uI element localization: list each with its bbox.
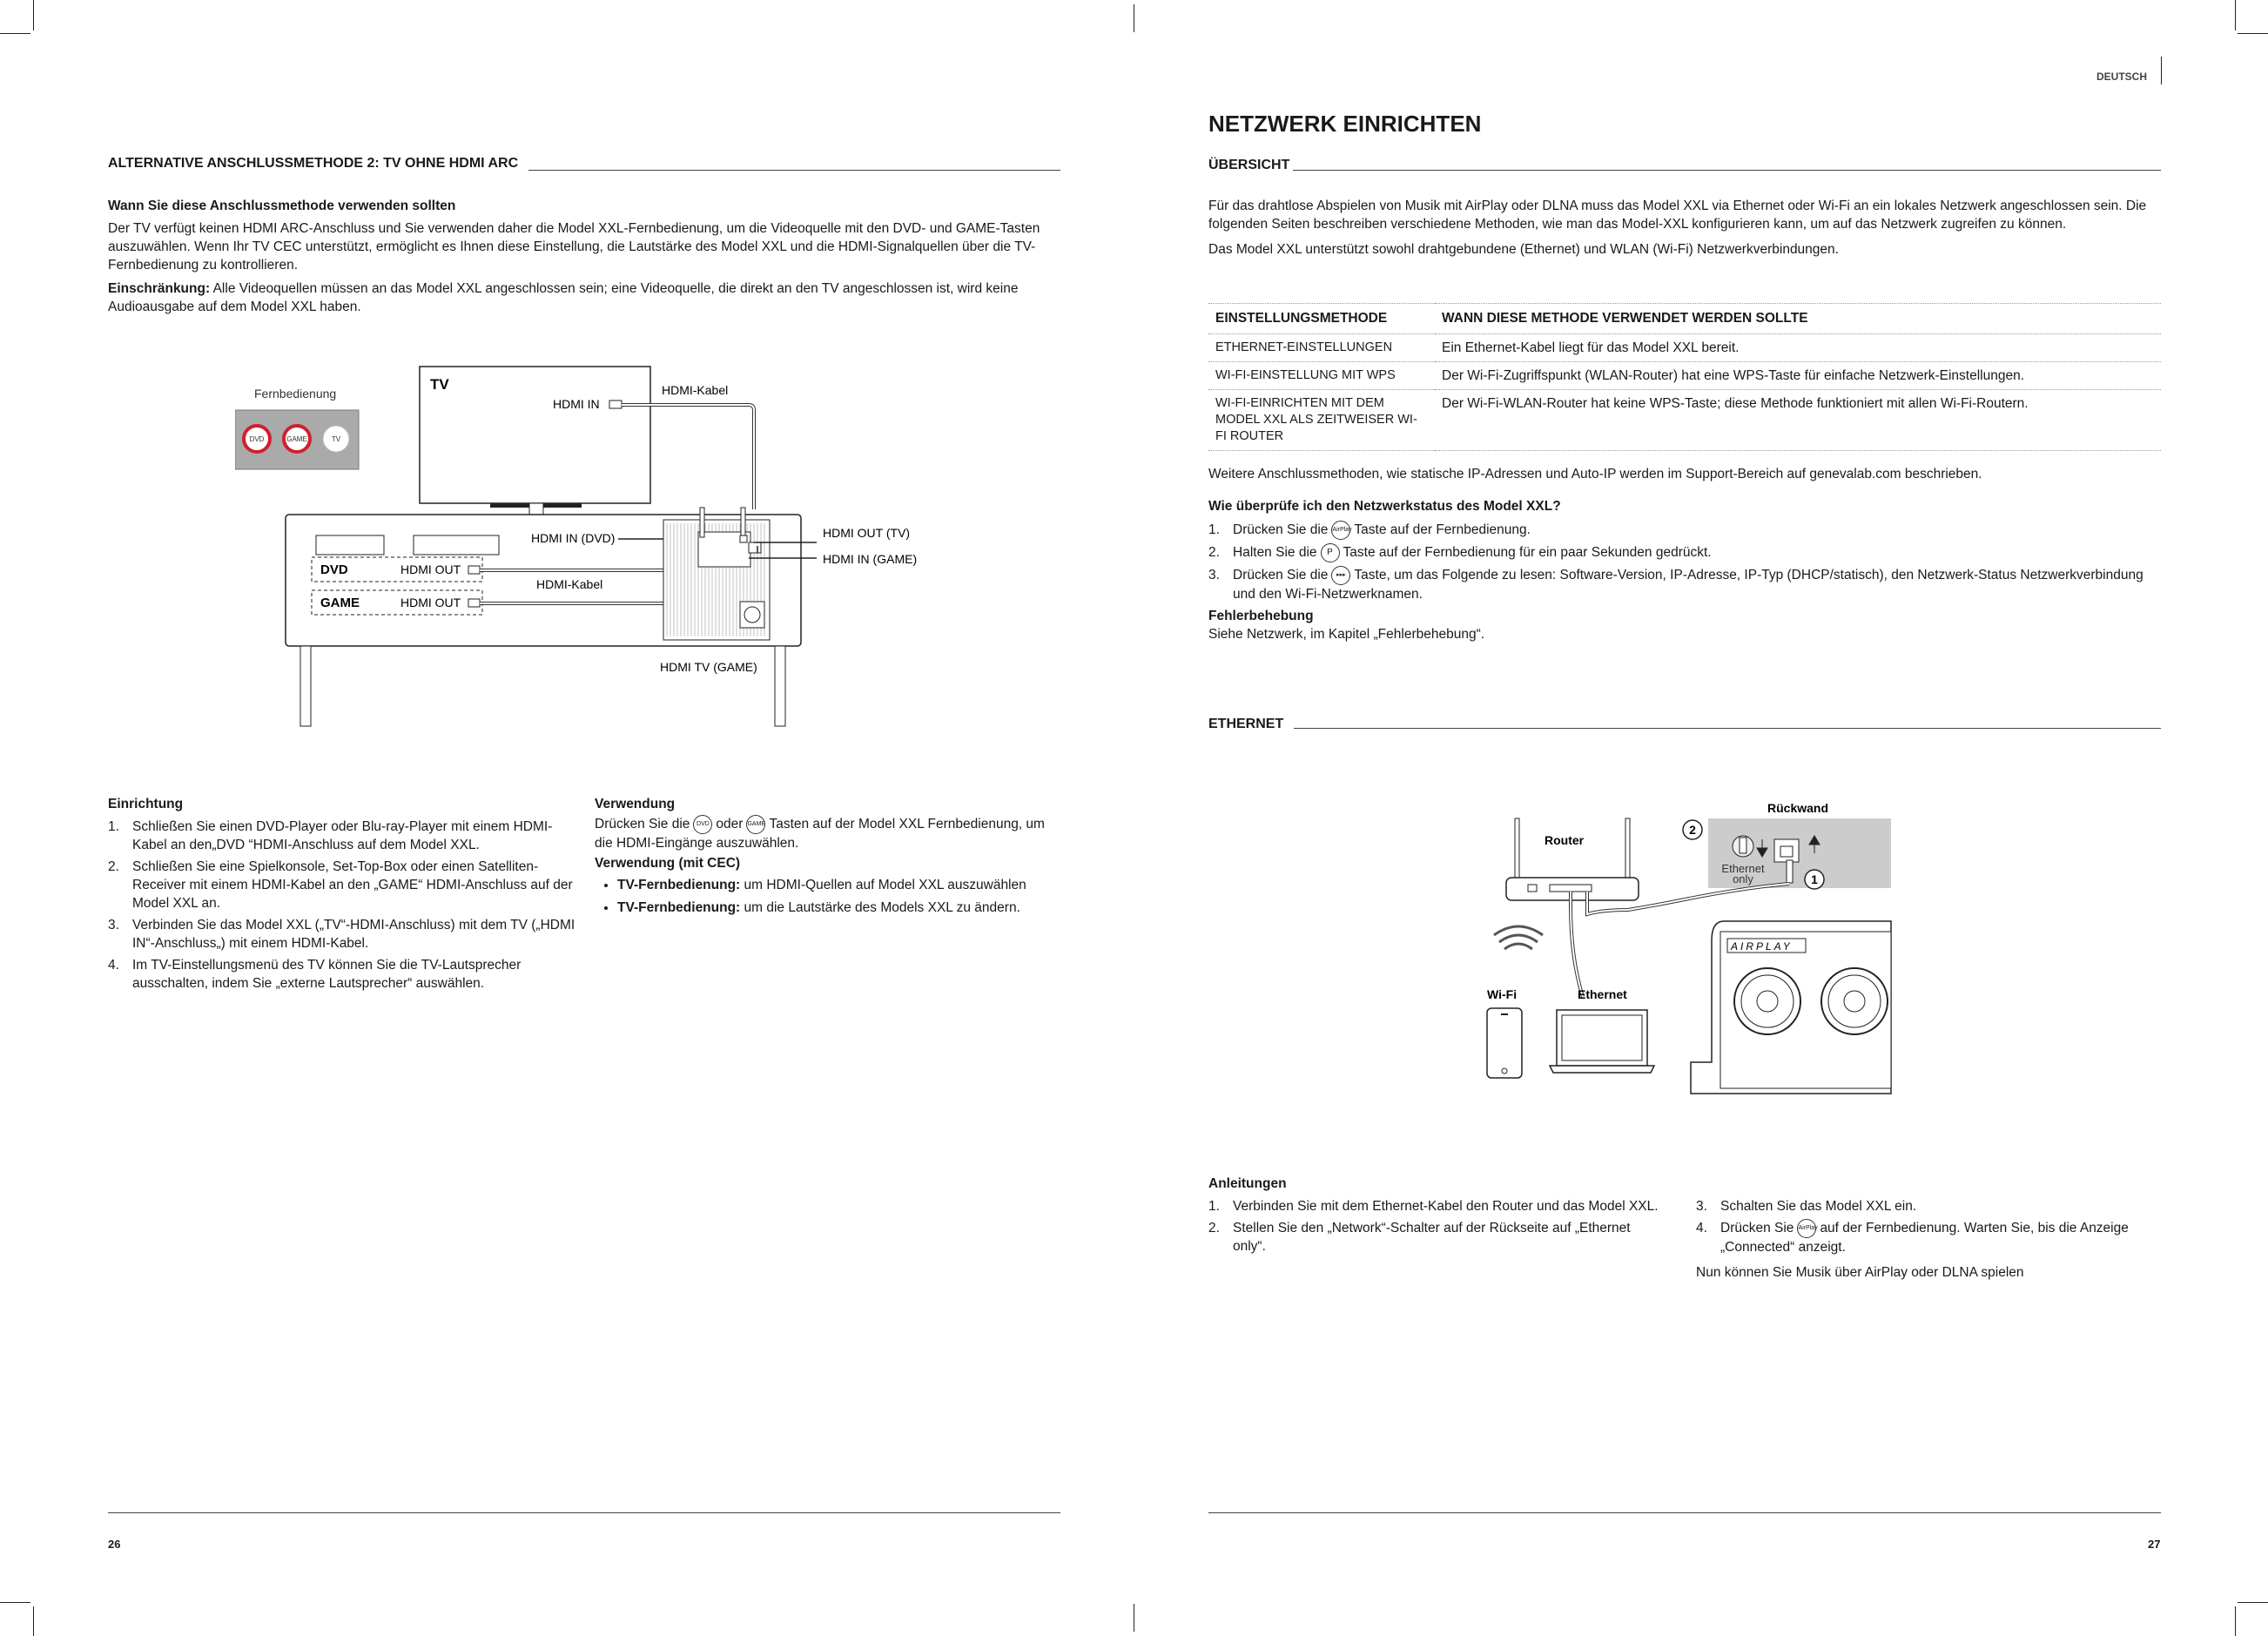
hdmi-cable-top-label: HDMI-Kabel xyxy=(662,383,729,397)
restriction-text: Alle Videoquellen müssen an das Model XXL angeschlossen sein; eine Videoquelle, die direkt an den TV angeschlossen ist, wird keine Audioausgabe auf dem Model XXL haben. xyxy=(108,281,1019,314)
closing-text: Nun können Sie Musik über AirPlay oder DLNA spielen xyxy=(1696,1265,2024,1280)
when-heading: Wann Sie diese Anschlussmethode verwenden sollten xyxy=(108,199,456,213)
hdmi-in-dvd-label: HDMI IN (DVD) xyxy=(531,531,616,545)
instructions-list xyxy=(1208,1197,1661,1256)
svg-text:Ethernet: Ethernet xyxy=(1721,862,1765,875)
ethernet-label: Ethernet xyxy=(1578,987,1627,1001)
crop-mark xyxy=(2235,1606,2236,1636)
game-device-label: GAME xyxy=(320,596,360,610)
antenna-icon xyxy=(700,508,704,537)
ethernet-title: ETHERNET xyxy=(1208,717,1294,732)
usage-heading: Verwendung xyxy=(595,797,676,811)
table-row: ETHERNET-EINSTELLUNGEN Ein Ethernet-Kabel liegt für das Model XXL bereit. xyxy=(1208,334,2161,362)
svg-text:2: 2 xyxy=(1689,823,1696,837)
hdmi-port-icon xyxy=(468,599,480,607)
status-block xyxy=(1208,465,2161,643)
table-row: WI-FI-EINSTELLUNG MIT WPS Der Wi-Fi-Zugriffspunkt (WLAN-Router) hat eine WPS-Taste für einfache Netzwerk-Einstellungen. xyxy=(1208,362,2161,390)
wifi-icon xyxy=(1494,926,1543,949)
display-text: AIRPLAY xyxy=(1731,940,1793,953)
language-marker xyxy=(2161,57,2162,84)
ethernet-diagram xyxy=(1480,792,1898,1097)
section-title: ALTERNATIVE ANSCHLUSSMETHODE 2: TV OHNE HDMI ARC xyxy=(108,156,528,172)
dvd-button-label: DVD xyxy=(249,435,265,443)
overview-text-1: Für das drahtlose Abspielen von Musik mit AirPlay oder DLNA muss das Model XXL via Ethernet oder Wi-Fi an ein lokales Netzwerk angeschlossen sein. Die folgenden Seiten beschreiben verschiedene Methoden, wie man das Model-XXL konfigurieren kann, um auf das Netzwerk zugreifen zu können. xyxy=(1208,199,2147,232)
console-leg xyxy=(775,646,785,726)
rear-panel-label: Rückwand xyxy=(1767,801,1829,815)
page-title: NETZWERK EINRICHTEN xyxy=(1208,111,1482,137)
remote-label: Fernbedienung xyxy=(254,387,337,401)
list-item: 4. Im TV-Einstellungsmenü des TV können Sie die TV-Lautsprecher ausschalten, indem Sie „externe Lautsprecher“ auswählen. xyxy=(108,958,522,991)
status-list xyxy=(1208,521,2161,603)
section-rule xyxy=(1208,170,2161,171)
setup-section xyxy=(108,795,582,996)
game-button-icon: GAME xyxy=(746,815,765,834)
usage-cec-heading: Verwendung (mit CEC) xyxy=(595,856,741,871)
usage-section xyxy=(595,795,1065,917)
page-number: 27 xyxy=(2148,1538,2161,1551)
dvd-hdmi-out-label: HDMI OUT xyxy=(400,562,461,576)
section-rule xyxy=(1208,728,2161,729)
hdmi-out-tv-label: HDMI OUT (TV) xyxy=(823,526,911,540)
svg-text:1: 1 xyxy=(1811,872,1818,886)
more-methods-text: Weitere Anschlussmethoden, wie statische IP-Adressen und Auto-IP werden im Support-Bereich auf genevalab.com beschrieben. xyxy=(1208,467,1982,481)
crop-mark xyxy=(33,0,34,30)
instructions-right xyxy=(1696,1197,2161,1282)
instructions-heading: Anleitungen xyxy=(1208,1176,1287,1191)
svg-text:only: only xyxy=(1733,872,1753,885)
dvd-button-icon: DVD xyxy=(693,815,712,834)
crop-mark xyxy=(0,1602,30,1603)
list-item: 2. Stellen Sie den „Network“-Schalter auf der Rückseite auf „Ethernet only“. xyxy=(1208,1221,1631,1254)
hdmi-cable-mid-label: HDMI-Kabel xyxy=(536,577,603,591)
overview-text-2: Das Model XXL unterstützt sowohl drahtgebundene (Ethernet) und WLAN (Wi-Fi) Netzwerkverbindungen. xyxy=(1208,242,1839,257)
hdmi-in-game-label: HDMI IN (GAME) xyxy=(823,552,918,566)
list-item: 2. Schließen Sie eine Spielkonsole, Set-Top-Box oder einen Satelliten-Receiver mit einem HDMI-Kabel an den „GAME“ HDMI-Anschluss auf der Model XXL an. xyxy=(108,859,573,911)
game-button-label: GAME xyxy=(286,435,307,443)
dvd-device-label: DVD xyxy=(320,562,348,577)
crop-mark xyxy=(2235,0,2236,30)
usage-text: Drücken Sie die DVD oder GAME Tasten auf der Model XXL Fernbedienung, um die HDMI-Eingänge auszuwählen. xyxy=(595,815,1065,852)
instructions-left xyxy=(1208,1175,1661,1259)
methods-table xyxy=(1208,303,2161,451)
game-hdmi-out-label: HDMI OUT xyxy=(400,596,461,609)
instructions-list xyxy=(1696,1197,2161,1256)
airplay-button-icon: AirPlay xyxy=(1797,1219,1816,1238)
phone-icon xyxy=(1487,1008,1522,1078)
drawer-icon xyxy=(414,535,499,555)
antenna-icon xyxy=(1515,818,1519,879)
troubleshoot-heading: Fehlerbehebung xyxy=(1208,609,1314,623)
list-item: 1. Schließen Sie einen DVD-Player oder Blu-ray-Player mit einem HDMI-Kabel an den„DVD “HDMI-Anschluss auf dem Model XXL. xyxy=(108,819,553,852)
connection-diagram xyxy=(235,361,984,727)
list-item: 1. Drücken Sie die AirPlay Taste auf der Fernbedienung. xyxy=(1208,521,2161,540)
crop-mark xyxy=(33,1606,34,1636)
airplay-button-icon: AirPlay xyxy=(1331,521,1350,540)
console-leg xyxy=(300,646,311,726)
language-label: DEUTSCH xyxy=(2096,71,2148,83)
setup-heading: Einrichtung xyxy=(108,797,184,811)
list-item: 4. Drücken Sie AirPlay auf der Fernbedienung. Warten Sie, bis die Anzeige „Connected“ anzeigt. xyxy=(1696,1221,2129,1255)
antenna-icon xyxy=(1625,818,1630,879)
when-text: Der TV verfügt keinen HDMI ARC-Anschluss und Sie verwenden daher die Model XXL-Fernbedienung, um die Videoquelle mit den DVD- und GAME-Tasten auszuwählen. Wenn Ihr TV CEC unterstützt, ermöglicht es Ihnen diese Einstellung, die Lautstärke des Model XXL und die HDMI-Signalquellen über die TV-Fernbedienung zu kontrollieren. xyxy=(108,221,1040,273)
hdmi-port-icon xyxy=(609,401,622,408)
overview-title: ÜBERSICHT xyxy=(1208,158,1293,173)
hdmi-port-icon xyxy=(468,566,480,574)
list-item: 3. Drücken Sie die ▸▸▸ Taste, um das Folgende zu lesen: Software-Version, IP-Adresse, IP-Typ (DHCP/statisch), den Netzwerk-Status Netzwerkverbindung und den Wi-Fi-Netzwerknamen. xyxy=(1208,568,2143,602)
tv-label: TV xyxy=(430,376,449,393)
hdmi-tv-game-label: HDMI TV (GAME) xyxy=(660,660,757,674)
tv-button-label: TV xyxy=(331,435,341,443)
list-item: 2. Halten Sie die P Taste auf der Fernbedienung für ein paar Sekunden gedrückt. xyxy=(1208,543,2161,562)
tv-hdmi-in-label: HDMI IN xyxy=(553,397,600,411)
list-item: 1. Verbinden Sie mit dem Ethernet-Kabel den Router und das Model XXL. xyxy=(1208,1199,1659,1214)
footer-rule xyxy=(108,1512,1060,1513)
list-item: • TV-Fernbedienung: um die Lautstärke des Models XXL zu ändern. xyxy=(617,899,1065,917)
intro-block xyxy=(108,197,1060,316)
tv-neck-icon xyxy=(529,503,543,515)
overview-block xyxy=(1208,197,2161,259)
router-label: Router xyxy=(1545,833,1585,847)
crop-mark xyxy=(0,33,30,34)
list-item: 3. Verbinden Sie das Model XXL („TV“-HDMI-Anschluss) mit dem TV („HDMI IN“-Anschluss„) mit einem HDMI-Kabel. xyxy=(108,918,575,951)
table-row: WI-FI-EINRICHTEN MIT DEM MODEL XXL ALS ZEITWEISER WI-FI ROUTER Der Wi-Fi-WLAN-Router hat keine WPS-Taste; diese Methode funktioniert mit allen Wi-Fi-Routern. xyxy=(1208,390,2161,451)
setup-list xyxy=(108,818,582,993)
restriction-label: Einschränkung: xyxy=(108,281,211,296)
wifi-label: Wi-Fi xyxy=(1487,987,1518,1001)
usage-cec-list xyxy=(595,876,1065,917)
footer-rule xyxy=(1208,1512,2161,1513)
methods-table-wrap xyxy=(1208,303,2161,451)
troubleshoot-text: Siehe Netzwerk, im Kapitel „Fehlerbehebung“. xyxy=(1208,627,1485,642)
crop-mark xyxy=(2238,33,2268,34)
status-heading: Wie überprüfe ich den Netzwerkstatus des Model XXL? xyxy=(1208,499,1561,514)
info-button-icon: ▸▸▸ xyxy=(1331,566,1350,585)
list-item: 3. Schalten Sie das Model XXL ein. xyxy=(1696,1199,1917,1214)
antenna-icon xyxy=(741,508,745,537)
drawer-icon xyxy=(316,535,384,555)
page-number: 26 xyxy=(108,1538,121,1551)
p-button-icon: P xyxy=(1321,543,1340,562)
tv-icon xyxy=(420,367,650,503)
restriction-paragraph xyxy=(108,279,1060,316)
table-header-row: EINSTELLUNGSMETHODE WANN DIESE METHODE VERWENDET WERDEN SOLLTE xyxy=(1208,304,2161,334)
crop-mark xyxy=(2238,1602,2268,1603)
list-item: • TV-Fernbedienung: um HDMI-Quellen auf Model XXL auszuwählen xyxy=(617,876,1065,894)
